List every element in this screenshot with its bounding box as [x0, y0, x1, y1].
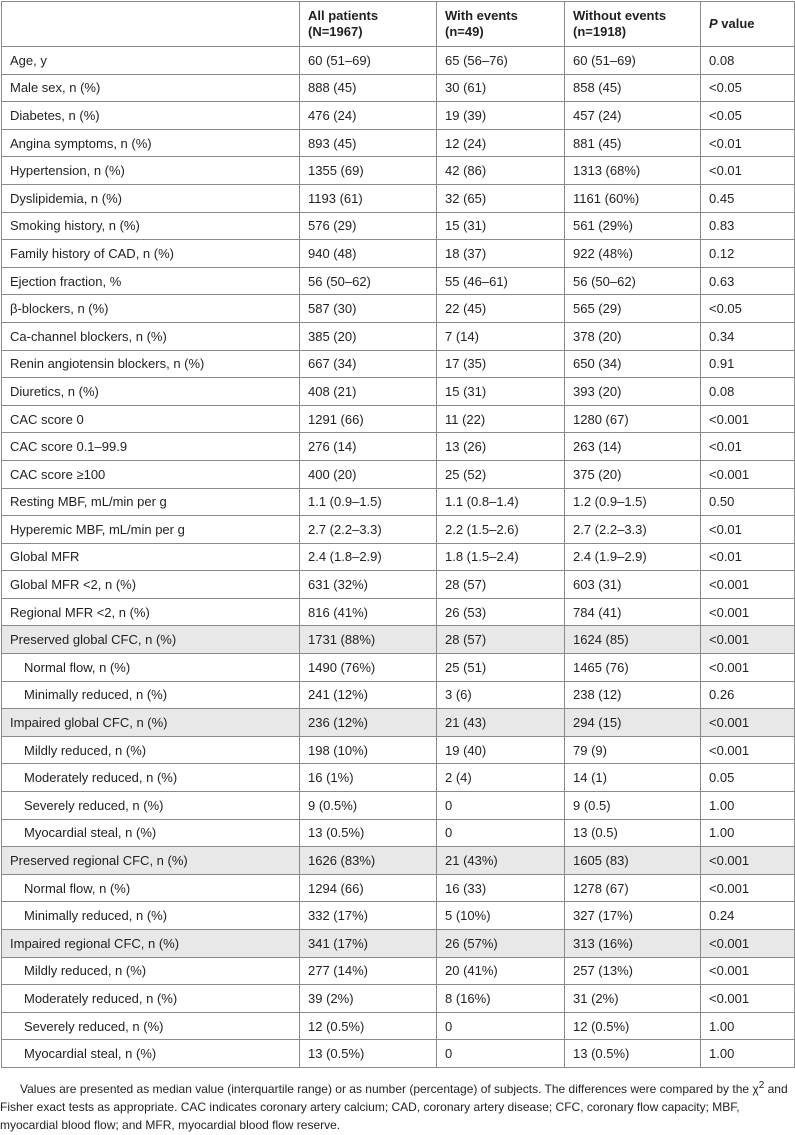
with-events-cell: 65 (56–76): [437, 47, 565, 75]
p-value-cell: <0.001: [701, 405, 795, 433]
table-row: [2, 957, 795, 985]
row-label: Mildly reduced, n (%): [2, 736, 300, 764]
all-patients-cell: 332 (17%): [300, 902, 437, 930]
with-events-cell: 0: [437, 819, 565, 847]
all-patients-cell: 400 (20): [300, 460, 437, 488]
row-label: Minimally reduced, n (%): [2, 902, 300, 930]
p-value-cell: <0.01: [701, 129, 795, 157]
p-value-cell: 0.24: [701, 902, 795, 930]
p-value-cell: 0.63: [701, 267, 795, 295]
with-events-cell: 2.2 (1.5–2.6): [437, 516, 565, 544]
table-row: [2, 47, 795, 75]
row-label: Resting MBF, mL/min per g: [2, 488, 300, 516]
all-patients-cell: 1626 (83%): [300, 847, 437, 875]
table-row: [2, 378, 795, 406]
table-row: [2, 819, 795, 847]
row-label: Impaired global CFC, n (%): [2, 709, 300, 737]
with-events-cell: 28 (57): [437, 571, 565, 599]
row-label: CAC score 0.1–99.9: [2, 433, 300, 461]
without-events-cell: 457 (24): [565, 102, 701, 130]
row-label: Hyperemic MBF, mL/min per g: [2, 516, 300, 544]
with-events-cell: 0: [437, 1040, 565, 1068]
footnote-text: [0, 1077, 795, 1134]
table-row: [2, 792, 795, 820]
header-characteristic: [2, 2, 300, 47]
all-patients-cell: 816 (41%): [300, 598, 437, 626]
header-with-events-n: (n=49): [445, 24, 484, 39]
table-row: [2, 460, 795, 488]
header-without-events-n: (n=1918): [573, 24, 627, 39]
all-patients-cell: 13 (0.5%): [300, 819, 437, 847]
with-events-cell: 21 (43%): [437, 847, 565, 875]
row-label: Diabetes, n (%): [2, 102, 300, 130]
p-value-cell: <0.05: [701, 74, 795, 102]
with-events-cell: 13 (26): [437, 433, 565, 461]
table-row: [2, 516, 795, 544]
without-events-cell: 56 (50–62): [565, 267, 701, 295]
all-patients-cell: 1294 (66): [300, 874, 437, 902]
header-row: [2, 2, 795, 47]
all-patients-cell: 277 (14%): [300, 957, 437, 985]
p-value-cell: 0.34: [701, 322, 795, 350]
with-events-cell: 16 (33): [437, 874, 565, 902]
all-patients-cell: 576 (29): [300, 212, 437, 240]
p-value-cell: <0.001: [701, 709, 795, 737]
p-value-cell: 0.05: [701, 764, 795, 792]
table-row: [2, 847, 795, 875]
all-patients-cell: 1291 (66): [300, 405, 437, 433]
without-events-cell: 1624 (85): [565, 626, 701, 654]
table-row: [2, 129, 795, 157]
row-label: Age, y: [2, 47, 300, 75]
without-events-cell: 784 (41): [565, 598, 701, 626]
without-events-cell: 1605 (83): [565, 847, 701, 875]
all-patients-cell: 12 (0.5%): [300, 1012, 437, 1040]
all-patients-cell: 1490 (76%): [300, 654, 437, 682]
p-value-cell: 1.00: [701, 1040, 795, 1068]
table-row: [2, 322, 795, 350]
p-value-cell: <0.001: [701, 930, 795, 958]
without-events-cell: 881 (45): [565, 129, 701, 157]
with-events-cell: 30 (61): [437, 74, 565, 102]
footnote-part1: Values are presented as median value (interquartile range) or as number (percentage) of subjects. The differences were compared by the χ: [20, 1082, 759, 1096]
without-events-cell: 603 (31): [565, 571, 701, 599]
with-events-cell: 12 (24): [437, 129, 565, 157]
without-events-cell: 2.7 (2.2–3.3): [565, 516, 701, 544]
with-events-cell: 3 (6): [437, 681, 565, 709]
row-label: β-blockers, n (%): [2, 295, 300, 323]
without-events-cell: 1161 (60%): [565, 184, 701, 212]
all-patients-cell: 276 (14): [300, 433, 437, 461]
row-label: Diuretics, n (%): [2, 378, 300, 406]
all-patients-cell: 408 (21): [300, 378, 437, 406]
p-value-cell: 0.50: [701, 488, 795, 516]
all-patients-cell: 587 (30): [300, 295, 437, 323]
with-events-cell: 2 (4): [437, 764, 565, 792]
row-label: Myocardial steal, n (%): [2, 819, 300, 847]
without-events-cell: 79 (9): [565, 736, 701, 764]
p-value-cell: 0.12: [701, 240, 795, 268]
table-row: [2, 874, 795, 902]
table-row: [2, 736, 795, 764]
footnote-superscript: 2: [758, 1080, 765, 1091]
without-events-cell: 561 (29%): [565, 212, 701, 240]
p-value-cell: <0.01: [701, 543, 795, 571]
table-row: [2, 654, 795, 682]
all-patients-cell: 236 (12%): [300, 709, 437, 737]
row-label: Male sex, n (%): [2, 74, 300, 102]
p-value-cell: <0.001: [701, 847, 795, 875]
with-events-cell: 25 (51): [437, 654, 565, 682]
all-patients-cell: 888 (45): [300, 74, 437, 102]
header-all-patients-label: All patients: [308, 8, 379, 23]
row-label: Severely reduced, n (%): [2, 792, 300, 820]
row-label: Dyslipidemia, n (%): [2, 184, 300, 212]
without-events-cell: 378 (20): [565, 322, 701, 350]
all-patients-cell: 39 (2%): [300, 985, 437, 1013]
row-label: Moderately reduced, n (%): [2, 985, 300, 1013]
row-label: Preserved regional CFC, n (%): [2, 847, 300, 875]
without-events-cell: 313 (16%): [565, 930, 701, 958]
footnote-part2: and Fisher exact tests as appropriate. CAC indicates coronary artery calcium; CAD, coronary artery disease; CFC, coronary flow capacity; MBF, myocardial blood flow; and MFR, myocardial blood flow reserve.: [0, 1082, 788, 1132]
with-events-cell: 1.1 (0.8–1.4): [437, 488, 565, 516]
without-events-cell: 1313 (68%): [565, 157, 701, 185]
with-events-cell: 42 (86): [437, 157, 565, 185]
without-events-cell: 650 (34): [565, 350, 701, 378]
with-events-cell: 1.8 (1.5–2.4): [437, 543, 565, 571]
all-patients-cell: 2.7 (2.2–3.3): [300, 516, 437, 544]
row-label: Moderately reduced, n (%): [2, 764, 300, 792]
row-label: Global MFR <2, n (%): [2, 571, 300, 599]
table-row: [2, 405, 795, 433]
all-patients-cell: 1.1 (0.9–1.5): [300, 488, 437, 516]
table-row: [2, 212, 795, 240]
with-events-cell: 15 (31): [437, 378, 565, 406]
row-label: Global MFR: [2, 543, 300, 571]
all-patients-cell: 476 (24): [300, 102, 437, 130]
table-footnote: [0, 1077, 795, 1134]
header-without-events: [565, 2, 701, 47]
table-row: [2, 1012, 795, 1040]
table-row: [2, 709, 795, 737]
row-label: Regional MFR <2, n (%): [2, 598, 300, 626]
p-value-cell: 0.08: [701, 378, 795, 406]
row-label: Minimally reduced, n (%): [2, 681, 300, 709]
header-p-letter: P: [709, 16, 718, 31]
p-value-cell: <0.01: [701, 157, 795, 185]
all-patients-cell: 385 (20): [300, 322, 437, 350]
all-patients-cell: 2.4 (1.8–2.9): [300, 543, 437, 571]
table-body: [2, 47, 795, 1068]
table-row: [2, 74, 795, 102]
all-patients-cell: 9 (0.5%): [300, 792, 437, 820]
p-value-cell: <0.001: [701, 598, 795, 626]
row-label: Ca-channel blockers, n (%): [2, 322, 300, 350]
table-row: [2, 267, 795, 295]
without-events-cell: 31 (2%): [565, 985, 701, 1013]
table-row: [2, 571, 795, 599]
with-events-cell: 21 (43): [437, 709, 565, 737]
p-value-cell: 0.45: [701, 184, 795, 212]
all-patients-cell: 198 (10%): [300, 736, 437, 764]
all-patients-cell: 16 (1%): [300, 764, 437, 792]
table-row: [2, 598, 795, 626]
without-events-cell: 60 (51–69): [565, 47, 701, 75]
without-events-cell: 1280 (67): [565, 405, 701, 433]
without-events-cell: 327 (17%): [565, 902, 701, 930]
patient-characteristics-table: [1, 1, 795, 1068]
without-events-cell: 12 (0.5%): [565, 1012, 701, 1040]
row-label: Impaired regional CFC, n (%): [2, 930, 300, 958]
table-row: [2, 184, 795, 212]
with-events-cell: 19 (40): [437, 736, 565, 764]
all-patients-cell: 241 (12%): [300, 681, 437, 709]
table-row: [2, 350, 795, 378]
p-value-cell: <0.01: [701, 433, 795, 461]
p-value-cell: 1.00: [701, 819, 795, 847]
table-row: [2, 295, 795, 323]
p-value-cell: <0.001: [701, 874, 795, 902]
all-patients-cell: 631 (32%): [300, 571, 437, 599]
with-events-cell: 5 (10%): [437, 902, 565, 930]
without-events-cell: 294 (15): [565, 709, 701, 737]
row-label: Angina symptoms, n (%): [2, 129, 300, 157]
table-row: [2, 433, 795, 461]
row-label: Smoking history, n (%): [2, 212, 300, 240]
row-label: Normal flow, n (%): [2, 654, 300, 682]
all-patients-cell: 893 (45): [300, 129, 437, 157]
p-value-cell: 1.00: [701, 1012, 795, 1040]
row-label: Hypertension, n (%): [2, 157, 300, 185]
row-label: Ejection fraction, %: [2, 267, 300, 295]
without-events-cell: 375 (20): [565, 460, 701, 488]
row-label: CAC score ≥100: [2, 460, 300, 488]
without-events-cell: 13 (0.5%): [565, 1040, 701, 1068]
all-patients-cell: 940 (48): [300, 240, 437, 268]
row-label: CAC score 0: [2, 405, 300, 433]
without-events-cell: 238 (12): [565, 681, 701, 709]
header-all-patients: [300, 2, 437, 47]
all-patients-cell: 13 (0.5%): [300, 1040, 437, 1068]
p-value-cell: <0.001: [701, 626, 795, 654]
p-value-cell: <0.001: [701, 571, 795, 599]
without-events-cell: 393 (20): [565, 378, 701, 406]
all-patients-cell: 56 (50–62): [300, 267, 437, 295]
with-events-cell: 0: [437, 792, 565, 820]
p-value-cell: 0.83: [701, 212, 795, 240]
header-p-value: [701, 2, 795, 47]
without-events-cell: 257 (13%): [565, 957, 701, 985]
table-row: [2, 543, 795, 571]
with-events-cell: 26 (57%): [437, 930, 565, 958]
with-events-cell: 22 (45): [437, 295, 565, 323]
p-value-cell: <0.001: [701, 957, 795, 985]
table-row: [2, 102, 795, 130]
all-patients-cell: 1355 (69): [300, 157, 437, 185]
without-events-cell: 1278 (67): [565, 874, 701, 902]
without-events-cell: 858 (45): [565, 74, 701, 102]
without-events-cell: 263 (14): [565, 433, 701, 461]
with-events-cell: 15 (31): [437, 212, 565, 240]
with-events-cell: 8 (16%): [437, 985, 565, 1013]
row-label: Renin angiotensin blockers, n (%): [2, 350, 300, 378]
table-row: [2, 1040, 795, 1068]
table-row: [2, 240, 795, 268]
without-events-cell: 9 (0.5): [565, 792, 701, 820]
all-patients-cell: 1193 (61): [300, 184, 437, 212]
without-events-cell: 2.4 (1.9–2.9): [565, 543, 701, 571]
p-value-cell: <0.05: [701, 295, 795, 323]
with-events-cell: 0: [437, 1012, 565, 1040]
header-with-events: [437, 2, 565, 47]
table-row: [2, 985, 795, 1013]
all-patients-cell: 60 (51–69): [300, 47, 437, 75]
row-label: Myocardial steal, n (%): [2, 1040, 300, 1068]
header-without-events-label: Without events: [573, 8, 667, 23]
table-row: [2, 764, 795, 792]
all-patients-cell: 1731 (88%): [300, 626, 437, 654]
without-events-cell: 565 (29): [565, 295, 701, 323]
table-row: [2, 681, 795, 709]
with-events-cell: 20 (41%): [437, 957, 565, 985]
p-value-cell: <0.001: [701, 736, 795, 764]
with-events-cell: 25 (52): [437, 460, 565, 488]
row-label: Normal flow, n (%): [2, 874, 300, 902]
p-value-cell: 0.91: [701, 350, 795, 378]
p-value-cell: <0.001: [701, 460, 795, 488]
with-events-cell: 11 (22): [437, 405, 565, 433]
without-events-cell: 922 (48%): [565, 240, 701, 268]
with-events-cell: 19 (39): [437, 102, 565, 130]
table-row: [2, 626, 795, 654]
p-value-cell: <0.001: [701, 654, 795, 682]
row-label: Family history of CAD, n (%): [2, 240, 300, 268]
table-row: [2, 902, 795, 930]
table-row: [2, 930, 795, 958]
p-value-cell: <0.01: [701, 516, 795, 544]
p-value-cell: <0.001: [701, 985, 795, 1013]
without-events-cell: 13 (0.5): [565, 819, 701, 847]
row-label: Preserved global CFC, n (%): [2, 626, 300, 654]
with-events-cell: 32 (65): [437, 184, 565, 212]
with-events-cell: 17 (35): [437, 350, 565, 378]
without-events-cell: 14 (1): [565, 764, 701, 792]
row-label: Severely reduced, n (%): [2, 1012, 300, 1040]
all-patients-cell: 667 (34): [300, 350, 437, 378]
header-with-events-label: With events: [445, 8, 518, 23]
row-label: Mildly reduced, n (%): [2, 957, 300, 985]
without-events-cell: 1465 (76): [565, 654, 701, 682]
with-events-cell: 26 (53): [437, 598, 565, 626]
with-events-cell: 7 (14): [437, 322, 565, 350]
with-events-cell: 28 (57): [437, 626, 565, 654]
without-events-cell: 1.2 (0.9–1.5): [565, 488, 701, 516]
header-p-rest: value: [717, 16, 755, 31]
header-all-patients-n: (N=1967): [308, 24, 363, 39]
p-value-cell: 0.26: [701, 681, 795, 709]
table-row: [2, 157, 795, 185]
p-value-cell: 1.00: [701, 792, 795, 820]
with-events-cell: 55 (46–61): [437, 267, 565, 295]
with-events-cell: 18 (37): [437, 240, 565, 268]
p-value-cell: 0.08: [701, 47, 795, 75]
table-row: [2, 488, 795, 516]
all-patients-cell: 341 (17%): [300, 930, 437, 958]
p-value-cell: <0.05: [701, 102, 795, 130]
